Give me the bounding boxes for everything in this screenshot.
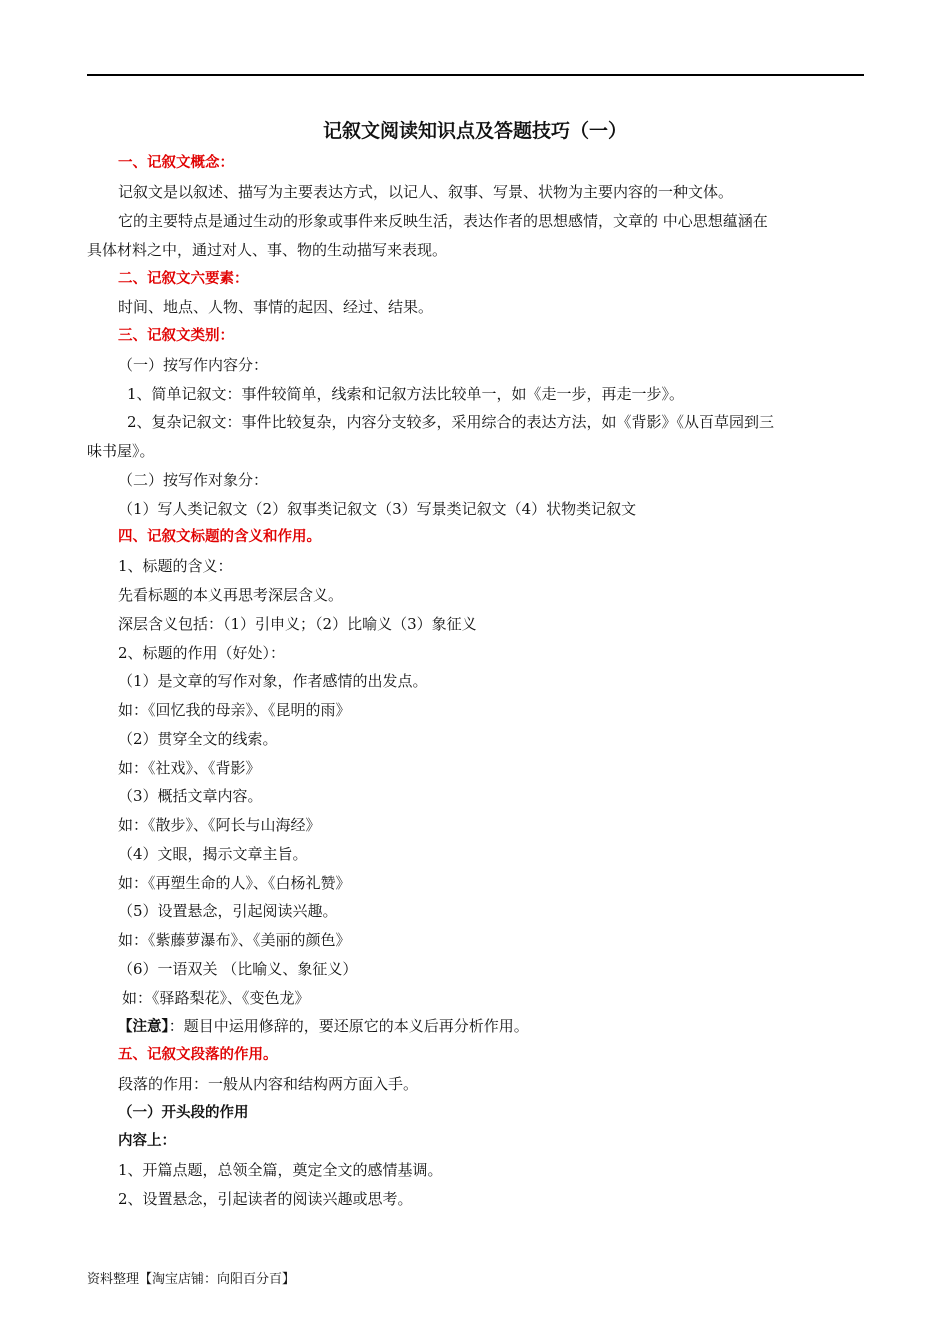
page-footer: 资料整理【淘宝店铺：向阳百分百】 bbox=[87, 1272, 296, 1287]
paragraph: （1）是文章的写作对象，作者感情的出发点。 bbox=[118, 672, 428, 690]
paragraph: 段落的作用：一般从内容和结构两方面入手。 bbox=[118, 1075, 419, 1093]
paragraph: 如：《回忆我的母亲》、《昆明的雨》 bbox=[118, 701, 351, 719]
paragraph: 1、开篇点题，总领全篇，奠定全文的感情基调。 bbox=[118, 1161, 443, 1179]
subheading: （一）开头段的作用 bbox=[118, 1105, 249, 1121]
heading-4: 四、记叙文标题的含义和作用。 bbox=[118, 529, 321, 545]
paragraph: 如：《再塑生命的人》、《白杨礼赞》 bbox=[118, 874, 351, 892]
paragraph: 2、标题的作用（好处）： bbox=[118, 644, 286, 662]
paragraph: （二）按写作对象分： bbox=[118, 471, 269, 489]
document-title: 记叙文阅读知识点及答题技巧（一） bbox=[322, 120, 627, 142]
note-label: 【注意】 bbox=[118, 1019, 169, 1035]
paragraph: 1、简单记叙文：事件较简单，线索和记叙方法比较单一，如《走一步，再走一步》。 bbox=[127, 385, 685, 403]
paragraph: 如：《紫藤萝瀑布》、《美丽的颜色》 bbox=[118, 931, 351, 949]
paragraph: （6）一语双关 （比喻义、象征义） bbox=[118, 960, 358, 978]
subheading: 内容上： bbox=[118, 1133, 176, 1149]
heading-5: 五、记叙文段落的作用。 bbox=[118, 1047, 278, 1063]
paragraph: 2、复杂记叙文：事件比较复杂，内容分支较多，采用综合的表达方法，如《背影》《从百草园到三 bbox=[127, 413, 775, 431]
paragraph: 味书屋》。 bbox=[87, 442, 155, 460]
paragraph: 先看标题的本义再思考深层含义。 bbox=[118, 586, 344, 604]
paragraph: （2）贯穿全文的线索。 bbox=[118, 730, 278, 748]
heading-3: 三、记叙文类别： bbox=[118, 328, 234, 344]
paragraph: （一）按写作内容分： bbox=[118, 356, 269, 374]
paragraph: 深层含义包括：（1）引申义；（2）比喻义（3）象征义 bbox=[118, 615, 477, 633]
paragraph: （4）文眼，揭示文章主旨。 bbox=[118, 845, 308, 863]
heading-1: 一、记叙文概念： bbox=[118, 155, 234, 171]
paragraph: （3）概括文章内容。 bbox=[118, 787, 263, 805]
paragraph: 如：《社戏》、《背影》 bbox=[118, 759, 261, 777]
paragraph: 1、标题的含义： bbox=[118, 557, 233, 575]
paragraph: 2、设置悬念，引起读者的阅读兴趣或思考。 bbox=[118, 1190, 413, 1208]
paragraph: 如：《散步》、《阿长与山海经》 bbox=[118, 816, 321, 834]
header-rule bbox=[87, 74, 864, 76]
heading-2: 二、记叙文六要素： bbox=[118, 271, 249, 287]
paragraph: 如：《驿路梨花》、《变色龙》 bbox=[122, 989, 310, 1007]
paragraph: 时间、地点、人物、事情的起因、经过、结果。 bbox=[118, 298, 434, 316]
paragraph: （5）设置悬念，引起阅读兴趣。 bbox=[118, 902, 338, 920]
paragraph: 它的主要特点是通过生动的形象或事件来反映生活，表达作者的思想感情，文章的 中心思想蕴涵在 bbox=[118, 212, 768, 230]
paragraph: 记叙文是以叙述、描写为主要表达方式，以记人、叙事、写景、状物为主要内容的一种文体。 bbox=[118, 183, 734, 201]
paragraph: 具体材料之中，通过对人、事、物的生动描写来表现。 bbox=[87, 241, 448, 259]
note-paragraph bbox=[118, 1016, 898, 1037]
paragraph: （1）写人类记叙文（2）叙事类记叙文（3）写景类记叙文（4）状物类记叙文 bbox=[118, 500, 637, 518]
note-text: ：题目中运用修辞的，要还原它的本义后再分析作用。 bbox=[168, 1017, 529, 1035]
